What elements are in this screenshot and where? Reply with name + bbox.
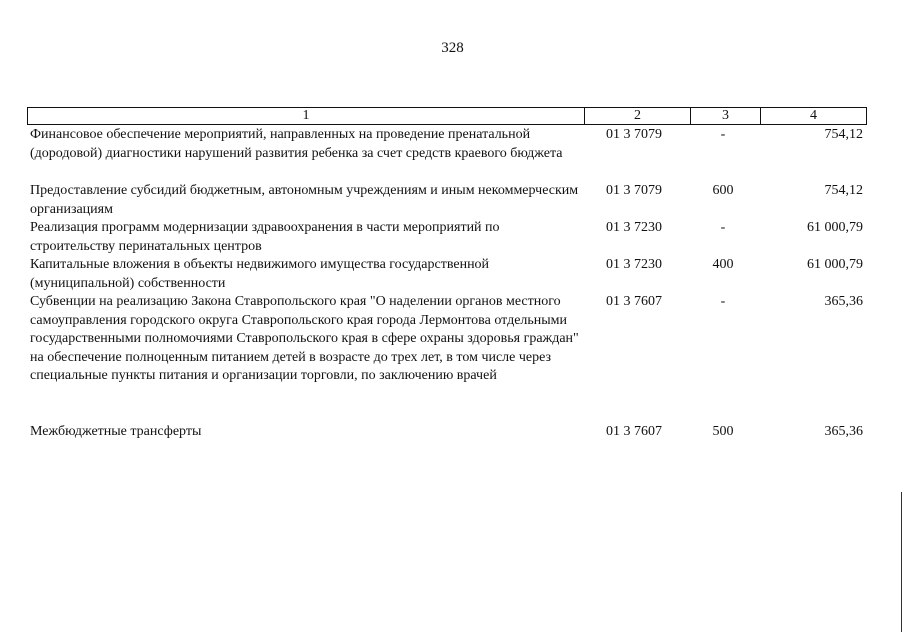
row-amount: 61 000,79 [807,220,863,235]
table-row [27,126,867,182]
row-code: 01 3 7230 [606,257,662,272]
table-row [27,256,867,293]
row-code: 01 3 7079 [606,127,662,142]
table-row [27,293,867,423]
row-type: - [720,294,726,309]
table-row [27,219,867,256]
row-name: Капитальные вложения в объекты недвижимого имущества государственной (муниципальной) собственности [30,257,490,291]
row-name: Реализация программ модернизации здравоохранения в части мероприятий по строительству перинатальных центров [30,220,500,254]
row-name: Субвенции на реализацию Закона Ставропольского края "О наделении органов местного самоуправления городского округа Ставропольского края города Лермонтова отдельными государственными полномочиями Ставропольского края в сфере охраны здоровья граждан" на обеспечение полноценным питанием детей в возрасте до трех лет, в том числе через специальные пункты питания и организации торговли, по заключению врачей [30,294,579,383]
row-code: 01 3 7079 [606,183,662,198]
header-col-3: 3 [691,108,761,124]
page-number: 328 [441,40,464,56]
table-body [27,126,867,443]
row-name: Финансовое обеспечение мероприятий, направленных на проведение пренатальной (дородовой) диагностики нарушений развития ребенка за счет средств краевого бюджета [30,127,563,161]
table-header [27,107,867,125]
row-type: 600 [712,183,734,198]
row-amount: 754,12 [824,127,863,142]
row-type: 400 [712,257,734,272]
scan-edge-line [901,492,902,632]
row-name: Межбюджетные трансферты [30,424,202,439]
row-type: 500 [712,424,734,439]
row-amount: 754,12 [824,183,863,198]
row-amount: 61 000,79 [807,257,863,272]
row-code: 01 3 7607 [606,294,662,309]
header-col-4: 4 [810,108,817,123]
row-amount: 365,36 [824,424,863,439]
header-col-1: 1 [28,108,585,124]
row-code: 01 3 7607 [606,424,662,439]
table-row [27,423,867,443]
header-col-2: 2 [585,108,691,124]
row-code: 01 3 7230 [606,220,662,235]
row-name: Предоставление субсидий бюджетным, автономным учреждениям и иным некоммерческим организациям [30,183,579,217]
row-type: - [720,127,726,142]
row-amount: 365,36 [824,294,863,309]
row-type: - [720,220,726,235]
table-row [27,182,867,219]
